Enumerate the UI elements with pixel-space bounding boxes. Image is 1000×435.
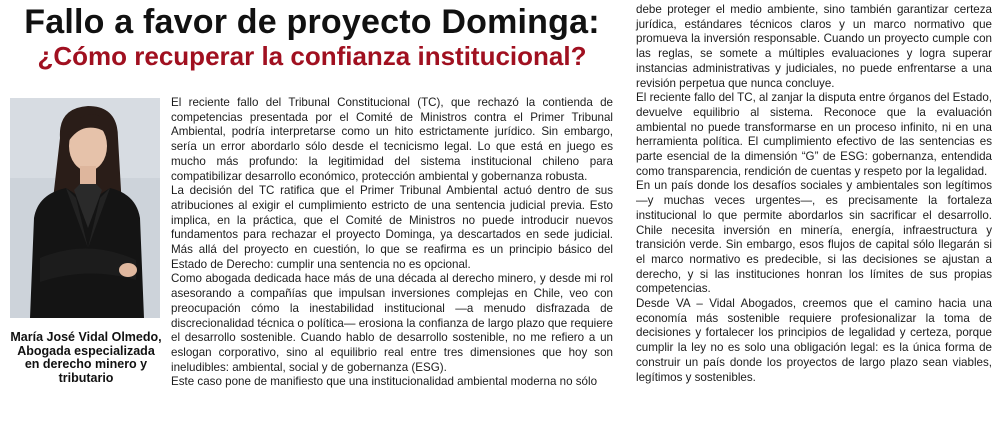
paragraph: Este caso pone de manifiesto que una institucionalidad ambiental moderna no sólo	[171, 375, 598, 389]
author-caption	[8, 331, 164, 385]
author-title-line: Abogada especializada	[17, 343, 155, 358]
article-column-left	[171, 96, 613, 390]
headline	[12, 5, 612, 69]
author-title-line: en derecho minero y	[24, 357, 148, 371]
paragraph: Desde VA – Vidal Abogados, creemos que el camino hacia una economía más sostenible requiere profesionalizar la toma de decisiones y fortalecer los principios de legalidad y certeza, porque cumplir la ley no es solo una obligación legal: es la única forma de construir un país donde los proyectos de largo plazo sean viables, legítimos y sostenibles.	[636, 297, 992, 384]
author-portrait-illustration	[10, 98, 160, 318]
paragraph: debe proteger el medio ambiente, sino también garantizar certeza jurídica, estándares técnicos claros y un marco normativo que promueva la inversión responsable. Cuando un proyecto cumple con las reglas, se somete a múltiples evaluaciones y logra superar instancias administrativas y judiciales, no puede enfrentarse a una revisión perpetua que nunca concluye.	[636, 3, 992, 90]
author-photo	[10, 98, 160, 318]
article-title: Fallo a favor de proyecto Dominga:	[24, 3, 600, 41]
paragraph: El reciente fallo del TC, al zanjar la disputa entre órganos del Estado, devuelve equilibrio al sistema. Reconoce que la evaluación ambiental no puede transformarse en un proceso infinito, ni en una herramienta política. El cumplimiento efectivo de las sentencias es parte esencial de la dimensión “G” de ESG: gobernanza, entendida como transparencia, rendición de cuentas y respeto por la legalidad.	[636, 91, 992, 178]
paragraph: La decisión del TC ratifica que el Primer Tribunal Ambiental actuó dentro de sus atribuciones al exigir el cumplimiento estricto de una sentencia judicial previa. Esto implica, en la práctica, que el Comité de Ministros no puede introducir nuevos fundamentos para rechazar el proyecto Dominga, ya descartados en sede judicial. Más allá del proyecto en cuestión, lo que se reafirma es un principio básico del Estado de Derecho: cumplir una sentencia no es opcional.	[171, 184, 613, 271]
author-title-line: tributario	[58, 370, 114, 385]
author-name: María José Vidal Olmedo,	[10, 330, 162, 344]
paragraph: En un país donde los desafíos sociales y ambientales son legítimos —y muchas veces urgentes—, es precisamente la fortaleza institucional lo que permite abordarlos sin sacrificar el desarrollo. Chile necesita inversión en minería, energía, infraestructura y transición verde. Sin embargo, esos flujos de capital sólo llegarán si el marco normativo es predecible, si las decisiones se ajustan a derecho, y si las instituciones honran los límites de sus propias competencias.	[636, 179, 992, 296]
paragraph: El reciente fallo del Tribunal Constitucional (TC), que rechazó la contienda de competencias presentada por el Comité de Ministros contra el Primer Tribunal Ambiental, podría interpretarse como un hito estrictamente jurídico. Sin embargo, sería un error abordarlo sólo desde el tecnicismo legal. Lo que está en juego es mucho más profundo: la legitimidad del sistema institucional chileno para compatibilizar desarrollo económico, protección ambiental y gobernanza robusta.	[171, 96, 613, 183]
article-subtitle: ¿Cómo recuperar la confianza institucional?	[37, 41, 587, 71]
paragraph: Como abogada dedicada hace más de una década al derecho minero, y desde mi rol asesorando a compañías que impulsan inversiones complejas en Chile, veo con preocupación cómo la inestabilidad institucional —a menudo disfrazada de discrecionalidad técnica o política— erosiona la confianza de largo plazo que requiere el desarrollo sostenible. Cuando hablo de desarrollo sostenible, no me refiero a un eslogan corporativo, sino al equilibrio real entre tres dimensiones que hoy son ineludibles: ambiental, social y de gobernanza (ESG).	[171, 272, 613, 374]
article-column-right	[636, 3, 992, 385]
